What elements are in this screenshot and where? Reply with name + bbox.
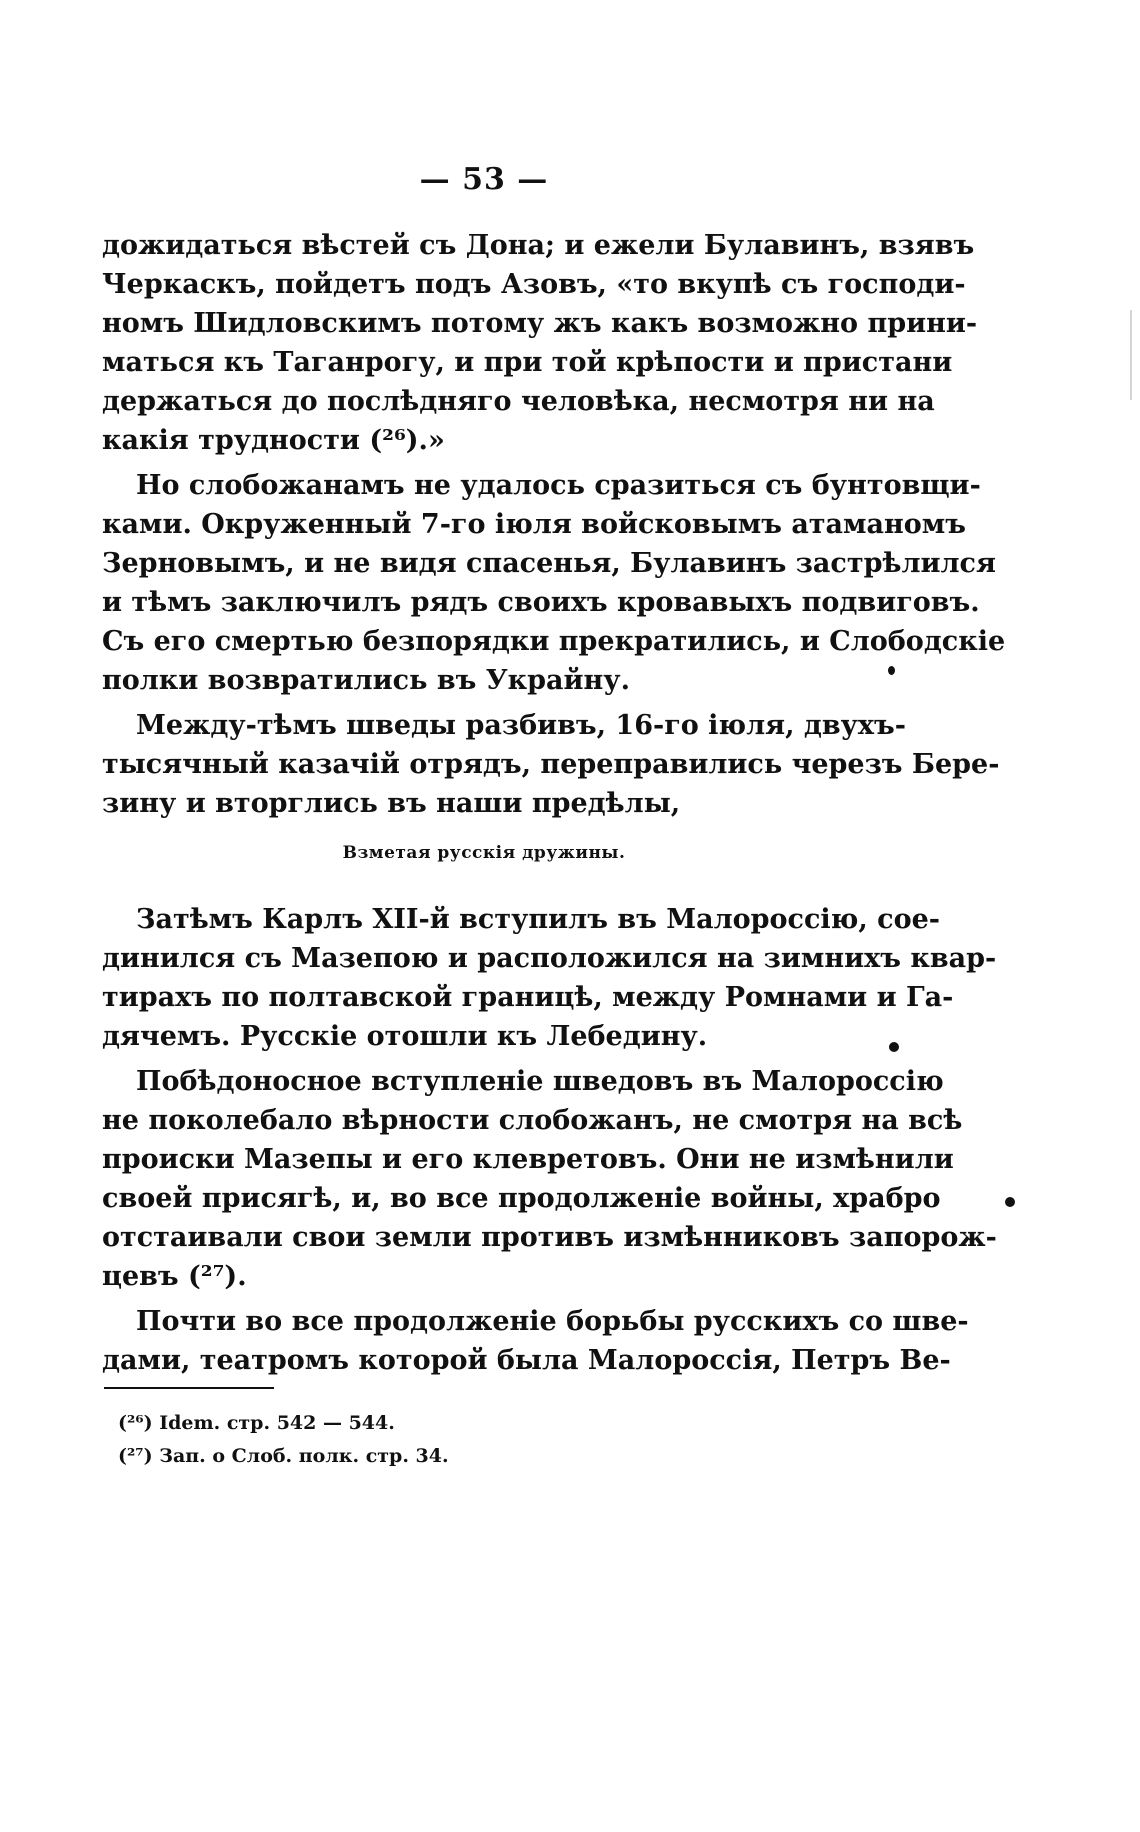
text-line: Зерновымъ, и не видя спасенья, Булавинъ застрѣлился bbox=[102, 548, 996, 579]
text-line: Но слобожанамъ не удалось сразиться съ бунтовщи- bbox=[136, 470, 981, 501]
text-line: Побѣдоносное вступленіе шведовъ въ Малороссію bbox=[136, 1066, 944, 1097]
paragraph bbox=[102, 466, 1006, 700]
paragraph bbox=[102, 1302, 969, 1380]
text-line: тирахъ по полтавской границѣ, между Ромнами и Га- bbox=[102, 982, 954, 1013]
text-line: и тѣмъ заключилъ рядъ своихъ кровавыхъ подвиговъ. bbox=[102, 587, 980, 618]
ink-spot bbox=[889, 1042, 899, 1052]
body-text-lower bbox=[102, 900, 997, 1380]
section-heading: Взметая русскія дружины. bbox=[342, 843, 626, 863]
text-line: держаться до послѣдняго человѣка, несмотря ни на bbox=[102, 386, 935, 417]
paragraph bbox=[102, 1062, 997, 1296]
page-number: — 53 — bbox=[419, 162, 549, 197]
footnote: (²⁶) Idem. стр. 542 — 544. bbox=[118, 1412, 395, 1434]
text-line: цевъ (²⁷). bbox=[102, 1261, 247, 1292]
paragraph bbox=[102, 226, 978, 460]
text-line: дами, театромъ которой была Малороссія, Петръ Ве- bbox=[102, 1345, 951, 1376]
text-line: динился съ Мазепою и расположился на зимнихъ квар- bbox=[102, 943, 997, 974]
text-line: номъ Шидловскимъ потому жъ какъ возможно прини- bbox=[102, 308, 978, 339]
text-line: дожидаться вѣстей съ Дона; и ежели Булавинъ, взявъ bbox=[102, 230, 975, 261]
footnotes bbox=[118, 1407, 718, 1473]
text-line: какія трудности (²⁶).» bbox=[102, 425, 445, 456]
text-line: Затѣмъ Карлъ XII-й вступилъ въ Малороссію, сое- bbox=[136, 904, 940, 935]
footnote: (²⁷) Зап. о Слоб. полк. стр. 34. bbox=[118, 1445, 449, 1467]
text-line: Между-тѣмъ шведы разбивъ, 16-го іюля, двухъ- bbox=[136, 710, 906, 741]
footnote-divider bbox=[104, 1387, 274, 1389]
text-line: полки возвратились въ Украйну. bbox=[102, 665, 630, 696]
paragraph bbox=[102, 706, 1000, 823]
text-line: зину и вторглись въ наши предѣлы, bbox=[102, 788, 681, 819]
text-line: ками. Окруженный 7-го іюля войсковымъ атаманомъ bbox=[102, 509, 966, 540]
body-text-upper bbox=[102, 226, 1006, 823]
text-line: Черкаскъ, пойдетъ подъ Азовъ, «то вкупѣ съ господи- bbox=[102, 269, 966, 300]
ink-spot bbox=[888, 666, 895, 675]
text-line: тысячный казачій отрядъ, переправились черезъ Бере- bbox=[102, 749, 1000, 780]
text-line: маться къ Таганрогу, и при той крѣпости и пристани bbox=[102, 347, 953, 378]
text-line: не поколебало вѣрности слобожанъ, не смотря на всѣ bbox=[102, 1105, 963, 1136]
text-line: происки Мазепы и его клевретовъ. Они не измѣнили bbox=[102, 1144, 954, 1175]
text-line: Съ его смертью безпорядки прекратились, и Слободскіе bbox=[102, 626, 1006, 657]
page-edge-shadow bbox=[1130, 310, 1132, 400]
text-line: своей присягѣ, и, во все продолженіе войны, храбро bbox=[102, 1183, 941, 1214]
ink-spot bbox=[1005, 1197, 1015, 1207]
text-line: дячемъ. Русскіе отошли къ Лебедину. bbox=[102, 1021, 708, 1052]
paragraph bbox=[102, 900, 997, 1056]
text-line: Почти во все продолженіе борьбы русскихъ со шве- bbox=[136, 1306, 969, 1337]
text-line: отстаивали свои земли противъ измѣнниковъ запорож- bbox=[102, 1222, 997, 1253]
